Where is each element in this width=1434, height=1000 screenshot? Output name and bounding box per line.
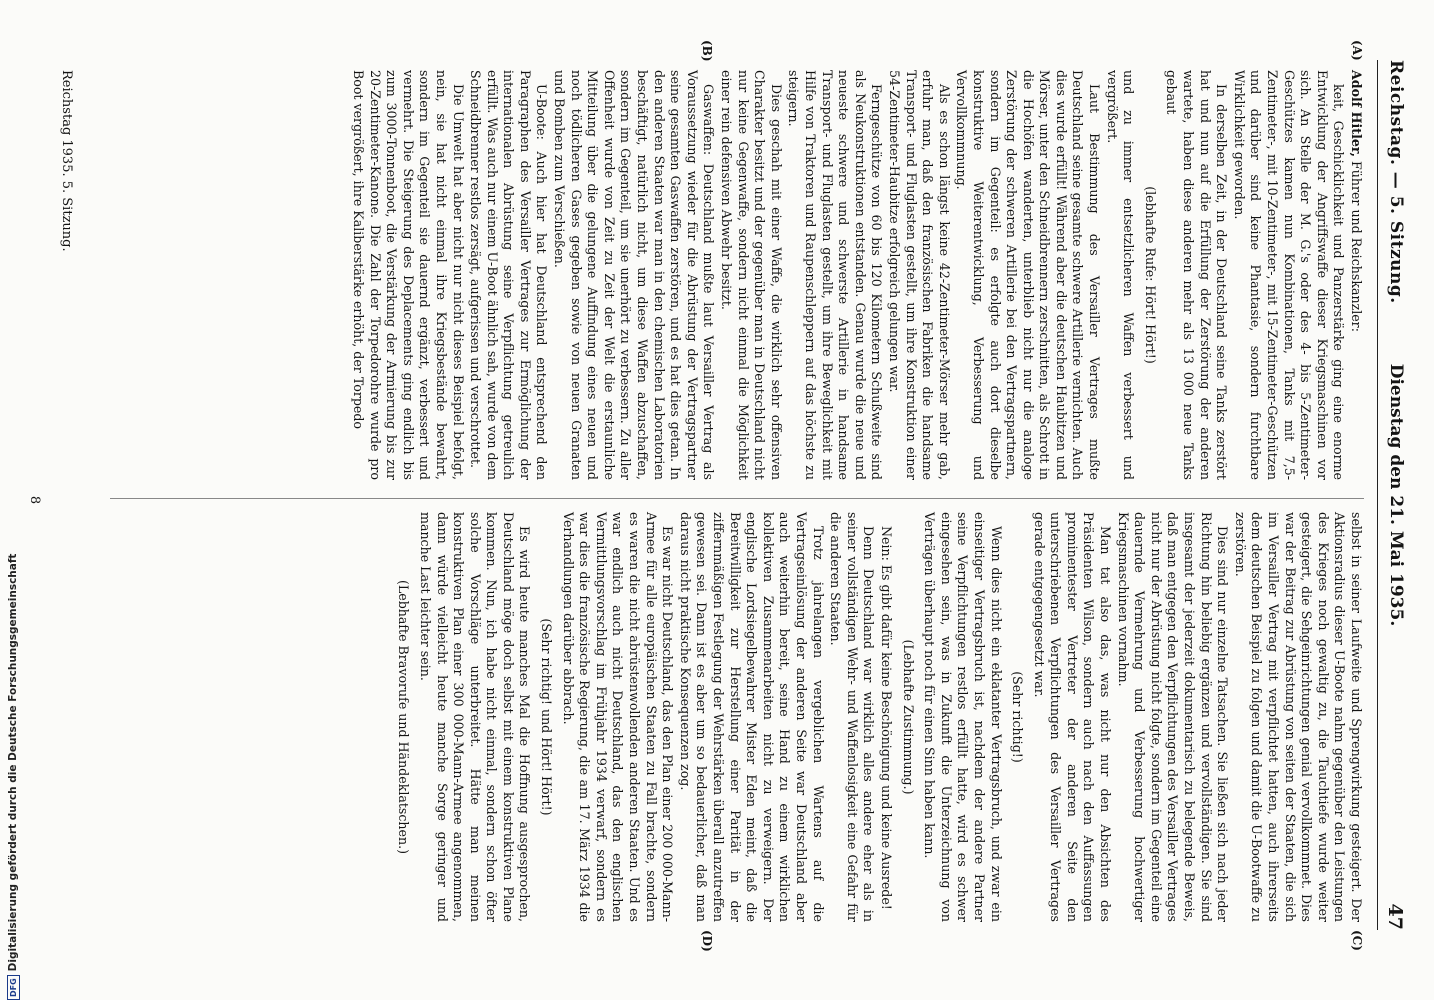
margin-mark-a: (A): [1350, 40, 1364, 61]
page-header: [1377, 60, 1408, 930]
interjection: (Lebhafte Zustimmung.): [900, 639, 916, 795]
paragraph: U-Boote: Auch hier hat Deutschland entsprechend den Paragraphen des Versailler Vertrages zur Ermöglichung der internationalen Abrüstung seine Verpflichtung getreulich erfüllt. Was auch nur einem U-Boot ähnlich sah, wurde von dem Schneidbrenner restlos zersägt, aufgerissen und verschrottet.: [468, 70, 550, 480]
margin-mark-b: (B): [700, 40, 714, 62]
paragraph: Es war nicht Deutschland, das den Plan einer 200 000-Mann-Armee für alle europäischen Staaten zu Fall brachte, sondern es waren die nicht abrüstenwollenden anderen Staaten. Und es war endlich auch nicht Deutschland, das den englischen Vermittlungsvorschlag im Frühjahr 1934 verwarf, sondern es war dies die französische Regierung, die am 17. März 1934 die Verhandlungen darüber abbrach.: [560, 512, 676, 922]
paragraph: Wenn dies nicht ein eklatanter Vertragsbruch, und zwar ein einseitiger Vertragsbruch ist, nachdem der andere Partner seine Verpflichtungen restlos erfüllt hatte, wird es schwer eingesehen sein, was in Zukunft die Unterzeichnung von Verträgen überhaupt noch für einen Sinn haben kann.: [922, 512, 1004, 922]
speaker-line: [1347, 70, 1364, 480]
interjection: (lebhafte Rufe: Hört! Hört!): [1142, 186, 1158, 364]
paragraph: Ferngeschütze von 60 bis 120 Kilometern Schußweite sind als Neukonstruktionen entstanden. Genau wurde die neue und neueste schwere und schwerste Artillerie in handsame Transport- und Fluglasten gestellt, um ihre Beweglichkeit mit Hilfe von Traktoren und Raupenschleppern auf das höchste zu steigern.: [786, 70, 885, 480]
paragraph: selbst in seiner Laufweite und Sprengwirkung gesteigert. Der Aktionsradius dieser U-Boote nahm gegenüber den Leistungen des Krieges noch gewaltig zu, die Tauchtiefe wurde weiter gesteigert, die Sehgeinrichtungen genial vervollkommnet. Dies war der Beitrag zur Abrüstung von seiten der Staaten, die sich im Versailler Vertrag mit verpflichtet hatten, auch ihrerseits dem deutschen Beispiel zu folgen und damit die U-Bootwaffe zu zerstören.: [1232, 512, 1364, 922]
column-divider: [110, 498, 1364, 499]
footer-page-number: 8: [27, 495, 42, 505]
paragraph: In derselben Zeit, in der Deutschland seine Tanks zerstört hat und nun auf die Erfüllung der Zerstörung der anderen wartete, haben diese anderen mehr als 13 000 neue Tanks gebaut: [1164, 70, 1230, 480]
right-column: [390, 512, 1364, 922]
paragraph: Dies geschah mit einer Waffe, die wirklich sehr offensiven Charakter besitzt und der gegenüber man in Deutschland nicht nur keine Gegenwaffe, sondern nicht einmal die Möglichkeit einer rein defensiven Abwehr besitzt.: [719, 70, 784, 480]
speaker-role: Führer und Reichskanzler:: [1349, 160, 1364, 332]
interjection: (Lebhafte Bravorufe und Händeklatschen.): [396, 579, 412, 855]
paragraph: Man tat also das, was nicht nur den Absichten des Präsidenten Wilson, sondern auch nach den Auffassungen prominentester Vertreter der anderen Seite den unterschriebenen Verpflichtungen des Versailler Vertrages gerade entgegengesetzt war.: [1031, 512, 1114, 922]
speaker-name: Adolf Hitler,: [1349, 70, 1364, 157]
interjection: (Sehr richtig!): [1010, 671, 1026, 763]
dfg-logo-icon: DFG: [7, 975, 20, 1000]
paragraph: keit, Geschicklichkeit und Panzerstärke ging eine enorme Entwicklung der Angriffswaffe dieser Kriegsmaschinen vor sich. An Stelle der M. G.'s oder des 4- bis 5-Zentimeter-Geschützes kamen nun Kombinationen, Tanks mit 7,5-Zentimeter-, mit 10-Zentimeter-, mit 15-Zentimeter-Geschützen und darüber sind keine Phantasie, sondern furchtbare Wirklichkeit geworden.: [1231, 70, 1347, 480]
footer-session: Reichstag 1935. 5. Sitzung.: [59, 70, 74, 252]
interjection: (Sehr richtig! und Hört! Hört!): [539, 618, 555, 816]
left-column: [348, 70, 1364, 480]
paragraph: Trotz jahrelangen vergeblichen Wartens auf die Vertragseinlösung der anderen Seite war Deutschland aber auch weiterhin bereit, seine Hand zu einem wirklichen kollektiven Zusammenarbeiten nicht zu verweigern. Der englische Lordsiegelbewahrer Mister Eden meint, daß die Bereitwilligkeit zur Herstellung einer Parität in der ziffernmäßigen Festlegung der Wehrstärken überall anzutreffen gewesen sei. Dann ist es aber um so bedauerlicher, daß man daraus nicht praktische Konsequenzen zog.: [677, 512, 826, 922]
header-date: Dienstag den 21. Mai 1935.: [1386, 363, 1406, 627]
header-page-number: 47: [1384, 903, 1406, 930]
paragraph: Laut Bestimmung des Versailler Vertrages mußte Deutschland seine gesamte schwere Artillerie vernichten. Auch dies wurde erfüllt! Während aber die deutschen Haubitzen und Mörser, unter den Schneidbrennern zerschnitten, als Schrott in die Hochöfen wanderten, unterblieb nicht nur die analoge Zerstörung der schweren Artillerie bei den Vertragspartnern, sondern im Gegenteil: es erfolgte auch dort dieselbe konstruktive Weiterentwicklung, Verbesserung und Vervollkommnung.: [954, 70, 1103, 480]
header-chamber: Reichstag. — 5. Sitzung.: [1386, 60, 1406, 304]
paragraph: Denn Deutschland war wirklich alles andere eher als in seiner vollständigen Wehr- und Waffenlosigkeit eine Gefahr für die anderen Staaten.: [828, 512, 877, 922]
digitization-credit-text: Digitalisierung gefördert durch die Deutsche Forschungsgemeinschaft: [7, 553, 19, 972]
digitization-credit: [4, 6, 22, 1000]
paragraph: Gaswaffen: Deutschland mußte laut Versailler Vertrag als Voraussetzung wieder für die Abrüstung der Vertragspartner seine gesamten Gaswaffen zerstören, und es hat dies getan. In den anderen Staaten war man in den chemischen Laboratorien beschäftigt, natürlich nicht, um diese Waffen abzuschaffen, sondern im Gegenteil, um sie unerhört zu verbessern. Zu aller Offenheit wurde von Zeit zu Zeit der Welt die erstaunliche Mitteilung über die gelungene Auffindung eines neuen und noch tödlicheren Gases gegeben sowie von neuen Granaten und Bomben zum Verschießen.: [552, 70, 717, 480]
paragraph: Als es schon längst keine 42-Zentimeter-Mörser mehr gab, erfuhr man, daß den französischen Fabriken die handsame Transport- und Fluglasten gestellt, um ihre Konstruktion einer 54-Zentimeter-Haubitze erfolgreich gelungen war.: [886, 70, 952, 480]
paragraph: Es wird heute manches Mal die Hoffnung ausgesprochen, Deutschland möge doch selbst mit einem konstruktiven Plane kommen. Nun, ich habe nicht einmal, sondern schon öfter solche Vorschläge unterbreitet. Hätte man meinen konstruktiven Plan einer 300 000-Mann-Armee angenommen, dann würde vielleicht heute manche Sorge geringer und manche Last leichter sein.: [417, 512, 533, 922]
paragraph: Die Umwelt hat aber nicht nur nicht dieses Beispiel befolgt, nein, sie hat nicht einmal ihre Kriegsbestände bewahrt, sondern im Gegenteil sie dauernd ergänzt, verbessert und vermehrt. Die Steigerung des Deplacements ging endlich bis zum 3000-Tonnenboot, die Verstärkung der Armierung bis zur 20-Zentimeter-Kanone. Die Zahl der Torpedorohre wurde pro Boot vergrößert, ihre Kaliberstärke erhöht, der Torpedo: [350, 70, 466, 480]
paragraph: Nein: Es gibt dafür keine Beschönigung und keine Ausrede!: [878, 526, 894, 910]
paragraph: Dies sind nur einzelne Tatsachen. Sie ließen sich nach jeder Richtung hin beliebig ergänzen und vervollständigen. Sie sind insgesamt der jederzeit dokumentarisch zu belegende Beweis, daß man entgegen den Verpflichtungen des Versailler Vertrages nicht nur der Abrüstung nicht folgte, sondern im Gegenteil eine dauernde Vermehrung und Verbesserung hochwertiger Kriegsmaschinen vornahm.: [1115, 512, 1231, 922]
margin-mark-d: (D): [700, 930, 714, 952]
paragraph: und zu immer entsetzlicheren Waffen verbessert und vergrößert.: [1104, 70, 1137, 480]
margin-mark-c: (C): [1350, 930, 1364, 951]
